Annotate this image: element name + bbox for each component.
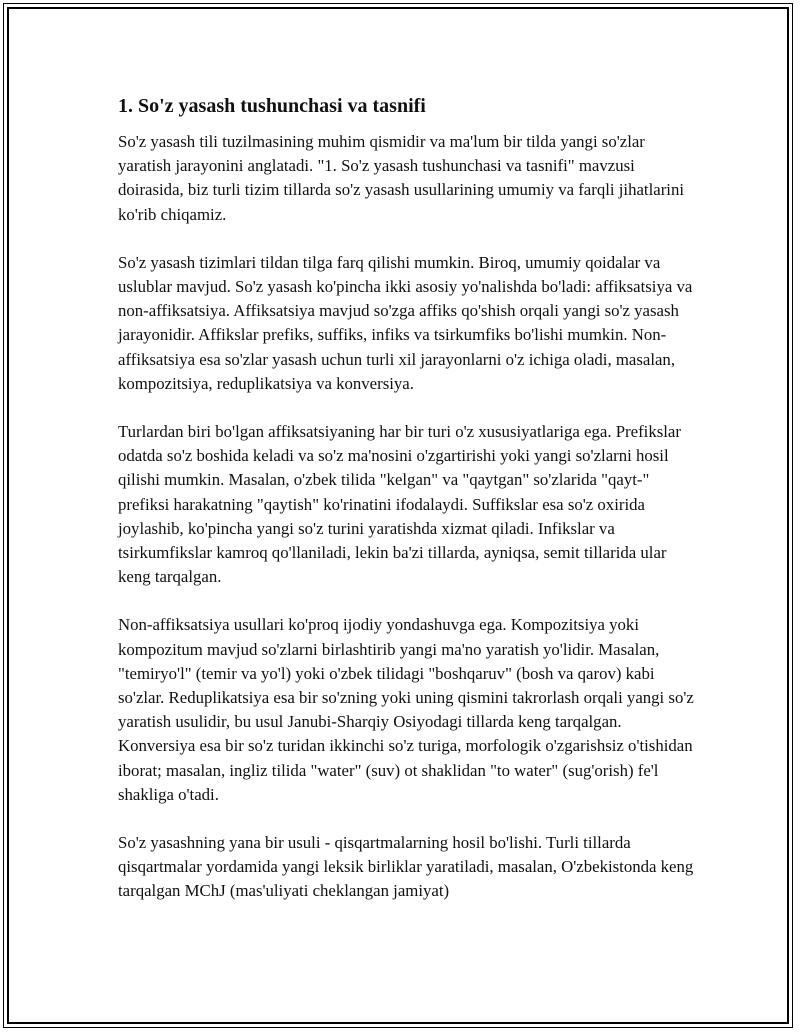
section-heading: 1. So'z yasash tushunchasi va tasnifi [118, 95, 426, 117]
paragraph-intro: So'z yasash tili tuzilmasining muhim qismidir va ma'lum bir tilda yangi so'zlar yaratish jarayonini anglatadi. "1. So'z yasash tushunchasi va tasnifi" mavzusi doirasida, biz turli tizim tillarda so'z yasash usullarining umumiy va farqli jihatlarini ko'rib chiqamiz. [118, 132, 684, 224]
document-body [118, 93, 698, 928]
paragraph-systems: So'z yasash tizimlari tildan tilga farq qilishi mumkin. Biroq, umumiy qoidalar va uslublar mavjud. So'z yasash ko'pincha ikki asosiy yo'nalishda bo'ladi: affiksatsiya va non-affiksatsiya. Affiksatsiya mavjud so'zga affiks qo'shish orqali yangi so'z yasash jarayonidir. Affikslar prefiks, suffiks, infiks va tsirkumfiks bo'lishi mumkin. Non-affiksatsiya esa so'zlar yasash uchun turli xil jarayonlarni o'z ichiga oladi, masalan, kompozitsiya, reduplikatsiya va konversiya. [118, 252, 693, 393]
paragraph-affixation: Turlardan biri bo'lgan affiksatsiyaning har bir turi o'z xususiyatlariga ega. Prefikslar odatda so'z boshida keladi va so'z ma'nosini o'zgartirishi yoki yangi so'zlarni hosil qilishi mumkin. Masalan, o'zbek tilida "kelgan" va "qaytgan" so'zlarida "qayt-" prefiksi harakatning "qaytish" ko'rinatini ifodalaydi. Suffikslar esa so'z oxirida joylashib, ko'pincha yangi so'z turini yaratishda xizmat qiladi. Infikslar va tsirkumfikslar kamroq qo'llaniladi, lekin ba'zi tillarda, ayniqsa, semit tillarida ular keng tarqalgan. [118, 422, 681, 587]
paragraph-abbreviations: So'z yasashning yana bir usuli - qisqartmalarning hosil bo'lishi. Turli tillarda qisqartmalar yordamida yangi leksik birliklar yaratiladi, masalan, O'zbekistonda keng tarqalgan MChJ (mas'uliyati cheklangan jamiyat) [118, 833, 694, 901]
paragraph-non-affixation: Non-affiksatsiya usullari ko'proq ijodiy yondashuvga ega. Kompozitsiya yoki kompozitum mavjud so'zlarni birlashtirib yangi ma'no yaratish yo'lidir. Masalan, "temiryo'l" (temir va yo'l) yoki o'zbek tilidagi "boshqaruv" (bosh va qarov) kabi so'zlar. Reduplikatsiya esa bir so'zning yoki uning qismini takrorlash orqali yangi so'z yaratish usulidir, bu usul Janubi-Sharqiy Osiyodagi tillarda keng tarqalgan. Konversiya esa bir so'z turidan ikkinchi so'z turiga, morfologik o'zgarishsiz o'tishidan iborat; masalan, ingliz tilida "water" (suv) ot shaklidan "to water" (sug'orish) fe'l shakliga o'tadi. [118, 615, 694, 804]
